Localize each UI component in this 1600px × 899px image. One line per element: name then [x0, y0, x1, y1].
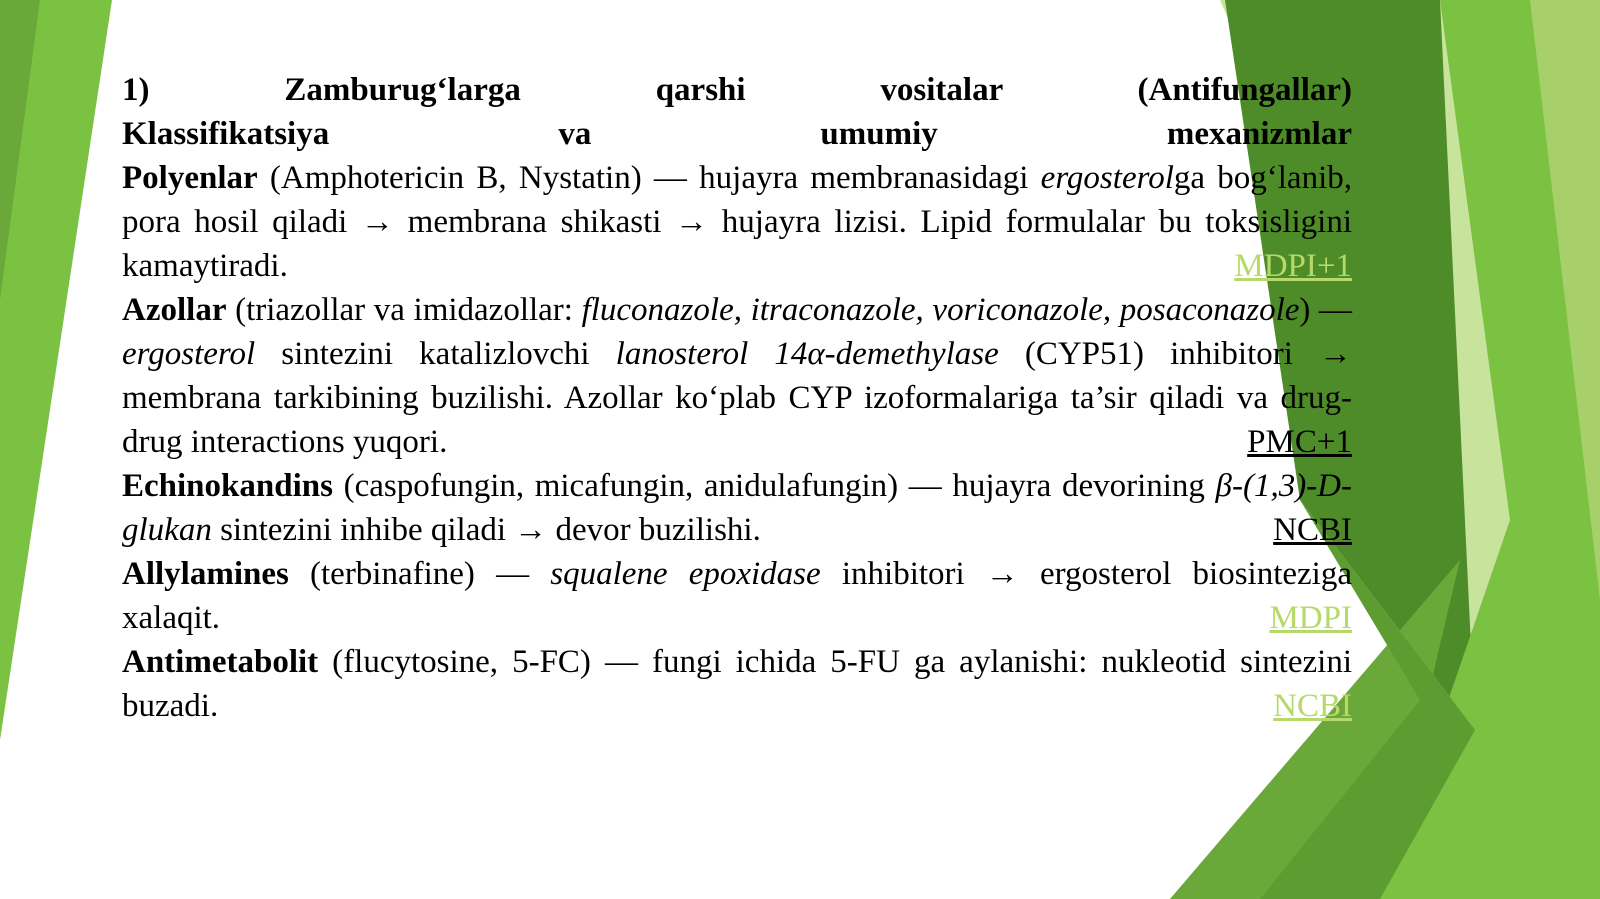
heading-line-1: 1) Zamburug‘larga qarshi vositalar (Antifungallar) — [122, 72, 1352, 108]
azollar-title: Azollar — [122, 292, 227, 328]
polyenlar-paragraph: Polyenlar (Amphotericin B, Nystatin) — hujayra membranasidagi ergosterolga bog‘lanib, pora hosil qiladi → membrana shikasti → hujayra lizisi. Lipid formulalar bu toksisligini kamaytiradi. MDPI+1 — [122, 156, 1352, 288]
ref-link-mdpi-2[interactable]: MDPI — [1269, 600, 1352, 636]
echinokandins-paragraph: Echinokandins (caspofungin, micafungin, anidulafungin) — hujayra devorining β-(1,3)-D-glukan sintezini inhibe qiladi → devor buzilishi. NCBI — [122, 464, 1352, 552]
echinokandins-title: Echinokandins — [122, 468, 333, 504]
antimetabolit-paragraph: Antimetabolit (flucytosine, 5-FC) — fungi ichida 5-FU ga aylanishi: nukleotid sintezini buzadi. NCBI — [122, 640, 1352, 728]
antimetabolit-title: Antimetabolit — [122, 644, 319, 680]
allylamines-title: Allylamines — [122, 556, 289, 592]
ref-link-ncbi-2[interactable]: NCBI — [1273, 688, 1352, 724]
azollar-paragraph: Azollar (triazollar va imidazollar: fluconazole, itraconazole, voriconazole, posaconazole) — ergosterol sintezini katalizlovchi lanosterol 14α-demethylase (CYP51) inhibitori → membrana tarkibining buzilishi. Azollar ko‘plab CYP izoformalariga ta’sir qiladi va drug-drug interactions yuqori. PMC+1 — [122, 288, 1352, 464]
ref-link-mdpi-1[interactable]: MDPI+1 — [1234, 248, 1352, 284]
polyenlar-title: Polyenlar — [122, 160, 258, 196]
ref-link-ncbi-1[interactable]: NCBI — [1273, 512, 1352, 548]
heading-line-2: Klassifikatsiya va umumiy mexanizmlar — [122, 116, 1352, 152]
slide-body — [122, 68, 1352, 728]
ref-link-pmc[interactable]: PMC+1 — [1247, 424, 1352, 460]
allylamines-paragraph: Allylamines (terbinafine) — squalene epoxidase inhibitori → ergosterol biosinteziga xalaqit. MDPI — [122, 552, 1352, 640]
